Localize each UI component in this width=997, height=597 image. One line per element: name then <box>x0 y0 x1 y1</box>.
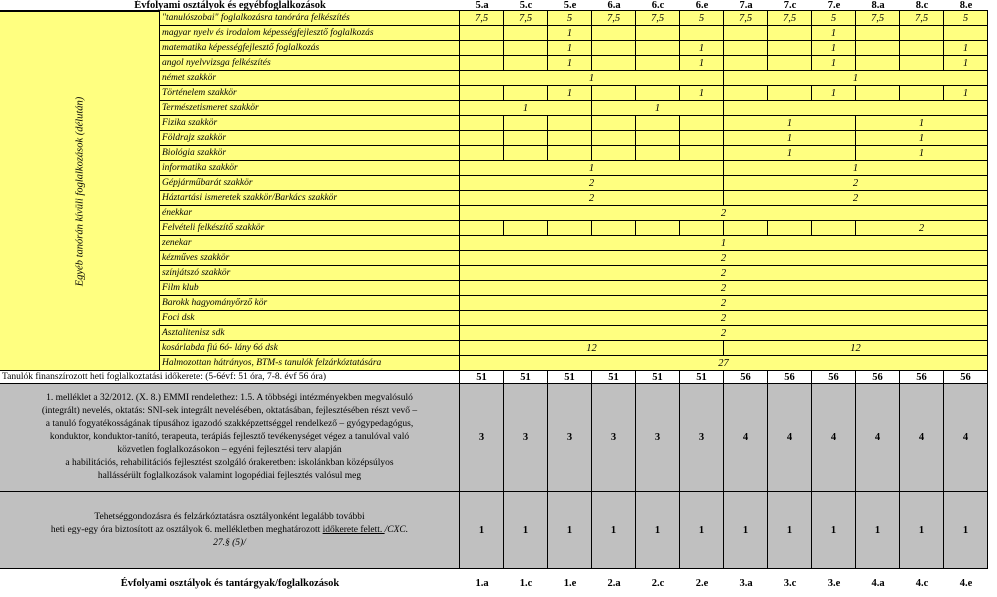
activity-label: informatika szakkör <box>160 161 460 176</box>
activity-value: 1 <box>548 86 592 101</box>
activity-value <box>724 26 768 41</box>
footer-class-3.a: 3.a <box>739 577 753 589</box>
sni-note-line: a habilitációs, rehabilitációs fejlesztést szolgáló órakeretben: iskolánkban középsúlyos <box>65 458 394 468</box>
activity-label: angol nyelvvizsga felkészítés <box>160 56 460 71</box>
sni-note-line: 1. melléklet a 32/2012. (X. 8.) EMMI rendelethez: 1.5. A többségi intézményekben megvalósuló <box>46 393 413 403</box>
activity-value <box>592 41 636 56</box>
activity-value <box>724 86 768 101</box>
sni-value: 3 <box>504 384 548 492</box>
activity-value: 7,5 <box>592 11 636 26</box>
talent-law-ref: /CXC. <box>384 524 409 535</box>
sni-value: 3 <box>548 384 592 492</box>
activity-label: Történelem szakkör <box>160 86 460 101</box>
activity-value <box>636 26 680 41</box>
activity-value: 1 <box>548 56 592 71</box>
activity-value <box>768 221 812 236</box>
sni-value: 4 <box>856 384 900 492</box>
activity-value <box>856 86 900 101</box>
activity-value <box>768 86 812 101</box>
talent-value: 1 <box>636 492 680 569</box>
activity-value: 2 <box>460 176 724 191</box>
activity-label: énekkar <box>160 206 460 221</box>
activity-value <box>680 116 724 131</box>
talent-underlined-text: időkerete felett. <box>322 524 385 535</box>
activity-value <box>592 146 636 161</box>
talent-value: 1 <box>680 492 724 569</box>
activity-value <box>724 101 988 116</box>
activity-label: színjátszó szakkör <box>160 266 460 281</box>
sni-value: 4 <box>812 384 856 492</box>
talent-value: 1 <box>724 492 768 569</box>
footer-class-4.c: 4.c <box>915 577 929 589</box>
header-class-7.a: 7.a <box>724 0 768 11</box>
activity-label: Felvételi felkészítő szakkör <box>160 221 460 236</box>
talent-note-line: 27.§ (5)/ <box>213 537 246 548</box>
activity-value <box>548 146 592 161</box>
sni-value: 4 <box>724 384 768 492</box>
activity-label: "tanulószobai" foglalkozásra tanórára felkészítés <box>160 11 460 26</box>
activity-value: 1 <box>812 26 856 41</box>
activity-value: 2 <box>460 206 988 221</box>
activity-value <box>768 56 812 71</box>
activity-value <box>768 41 812 56</box>
activity-value: 1 <box>460 161 724 176</box>
activity-value <box>460 221 504 236</box>
sni-note-text <box>42 392 417 483</box>
activity-value <box>548 131 592 146</box>
activity-value: 1 <box>812 56 856 71</box>
activity-value <box>636 56 680 71</box>
activity-value: 1 <box>856 146 988 161</box>
activity-value: 2 <box>856 221 988 236</box>
activity-value <box>592 131 636 146</box>
activity-value <box>636 41 680 56</box>
activity-value: 1 <box>856 116 988 131</box>
activity-value <box>900 26 944 41</box>
framework-value: 51 <box>592 371 636 384</box>
header-class-6.c: 6.c <box>636 0 680 11</box>
activity-value: 1 <box>680 56 724 71</box>
activity-label: német szakkör <box>160 71 460 86</box>
activity-label: kézműves szakkör <box>160 251 460 266</box>
sni-value: 4 <box>768 384 812 492</box>
activity-value <box>592 116 636 131</box>
framework-label: Tanulók finanszírozott heti foglalkoztatási időkerete: (5-6évf: 51 óra, 7-8. évf 56 óra) <box>0 371 460 384</box>
footer-class-1.c: 1.c <box>519 577 533 589</box>
footer-class-4.e: 4.e <box>959 577 973 589</box>
activity-value: 12 <box>724 341 988 356</box>
framework-value: 56 <box>856 371 900 384</box>
activity-value <box>504 131 548 146</box>
activity-value: 1 <box>812 41 856 56</box>
talent-note <box>0 492 460 569</box>
activity-value: 1 <box>724 71 988 86</box>
activity-value: 7,5 <box>636 11 680 26</box>
talent-note-text <box>51 511 408 550</box>
footer-class-3.c: 3.c <box>783 577 797 589</box>
activity-label: Háztartási ismeretek szakkör/Barkács szakkör <box>160 191 460 206</box>
activity-value <box>548 221 592 236</box>
footer-class-2.e: 2.e <box>695 577 709 589</box>
activity-value: 1 <box>680 86 724 101</box>
activity-value <box>680 131 724 146</box>
framework-value: 51 <box>680 371 724 384</box>
activity-value: 2 <box>460 311 988 326</box>
activity-value: 1 <box>548 41 592 56</box>
activity-label: kosárlabda fiú 6ó- lány 6ó dsk <box>160 341 460 356</box>
sni-value: 3 <box>636 384 680 492</box>
talent-value: 1 <box>768 492 812 569</box>
activity-value: 1 <box>724 161 988 176</box>
framework-value: 51 <box>460 371 504 384</box>
activity-value: 7,5 <box>504 11 548 26</box>
talent-value: 1 <box>504 492 548 569</box>
header-class-7.c: 7.c <box>768 0 812 11</box>
header-class-8.a: 8.a <box>856 0 900 11</box>
header-class-5.e: 5.e <box>548 0 592 11</box>
activity-value: 27 <box>460 356 988 371</box>
activity-label: Fizika szakkör <box>160 116 460 131</box>
activity-value <box>504 116 548 131</box>
footer-class-3.e: 3.e <box>827 577 841 589</box>
footer-class-1.a: 1.a <box>475 577 489 589</box>
activity-value <box>504 41 548 56</box>
activity-value: 1 <box>592 101 724 116</box>
activity-value: 5 <box>548 11 592 26</box>
activity-value <box>680 221 724 236</box>
framework-value: 56 <box>768 371 812 384</box>
activity-value <box>460 116 504 131</box>
header-class-5.a: 5.a <box>460 0 504 11</box>
activity-value: 2 <box>460 266 988 281</box>
activity-value <box>592 56 636 71</box>
footer-class-4.a: 4.a <box>871 577 885 589</box>
activity-value: 1 <box>460 101 592 116</box>
activity-value <box>460 56 504 71</box>
sni-value: 3 <box>680 384 724 492</box>
activity-value <box>548 116 592 131</box>
sni-note-line: konduktor, konduktor-tanító, terapeuta, terápiás fejlesztő tevékenységet végez a tanulóval való <box>49 432 410 442</box>
side-label-text: Egyéb tanórán kívüli foglalkozások (délután) <box>74 96 86 286</box>
activity-label: matematika képességfejlesztő foglalkozás <box>160 41 460 56</box>
activity-value: 7,5 <box>856 11 900 26</box>
activity-value: 1 <box>944 56 988 71</box>
activity-value: 1 <box>856 131 988 146</box>
activity-label: Gépjárműbarát szakkör <box>160 176 460 191</box>
sni-value: 4 <box>944 384 988 492</box>
activity-value: 12 <box>460 341 724 356</box>
header-class-7.e: 7.e <box>812 0 856 11</box>
activity-value <box>768 26 812 41</box>
framework-value: 56 <box>944 371 988 384</box>
sni-value: 4 <box>900 384 944 492</box>
header-title: Évfolyami osztályok és egyébfoglalkozások <box>0 0 460 11</box>
activity-value <box>636 116 680 131</box>
activity-label: zenekar <box>160 236 460 251</box>
activity-value <box>460 131 504 146</box>
header-class-5.c: 5.c <box>504 0 548 11</box>
activity-value: 7,5 <box>724 11 768 26</box>
activity-value <box>856 26 900 41</box>
activity-value: 5 <box>944 11 988 26</box>
activity-value <box>504 146 548 161</box>
activity-value: 1 <box>944 86 988 101</box>
activity-value: 7,5 <box>768 11 812 26</box>
activity-value: 1 <box>460 71 724 86</box>
activity-label: Asztalitenisz sdk <box>160 326 460 341</box>
sni-note-line: közvetlen foglalkozásokon – egyéni fejlesztési terv alapján <box>117 445 342 455</box>
activity-value: 1 <box>724 116 856 131</box>
activity-value: 1 <box>724 146 856 161</box>
footer-class-2.c: 2.c <box>651 577 665 589</box>
activity-value <box>460 41 504 56</box>
activity-value: 2 <box>460 281 988 296</box>
activity-value: 1 <box>548 26 592 41</box>
activity-value <box>592 221 636 236</box>
activity-label: magyar nyelv és irodalom képességfejlesztő foglalkozás <box>160 26 460 41</box>
activity-value <box>856 56 900 71</box>
activity-value: 1 <box>944 41 988 56</box>
activity-value: 2 <box>460 251 988 266</box>
header-class-8.e: 8.e <box>944 0 988 11</box>
activity-value: 1 <box>460 236 988 251</box>
activity-value: 7,5 <box>900 11 944 26</box>
sni-note-line: (integrált) nevelés, oktatás: SNI-sek integrált nevelésében, oktatásában, fejlesztésében részt vevő – <box>41 406 418 416</box>
sni-note <box>0 384 460 492</box>
activity-value: 2 <box>460 191 724 206</box>
activity-label: Film klub <box>160 281 460 296</box>
activity-value: 1 <box>812 86 856 101</box>
activity-value <box>592 26 636 41</box>
activity-value: 2 <box>724 191 988 206</box>
talent-value: 1 <box>944 492 988 569</box>
activity-value: 5 <box>680 11 724 26</box>
activity-value <box>636 221 680 236</box>
talent-value: 1 <box>592 492 636 569</box>
activity-value <box>812 221 856 236</box>
footer-title: Évfolyami osztályok és tantárgyak/foglalkozások <box>120 577 340 589</box>
activity-value <box>680 146 724 161</box>
framework-value: 51 <box>636 371 680 384</box>
activity-value <box>504 86 548 101</box>
activity-value <box>636 86 680 101</box>
activity-value <box>504 56 548 71</box>
activity-value <box>900 56 944 71</box>
activity-value <box>636 146 680 161</box>
header-class-8.c: 8.c <box>900 0 944 11</box>
activity-value: 1 <box>724 131 856 146</box>
activity-value <box>900 41 944 56</box>
talent-value: 1 <box>548 492 592 569</box>
header-class-6.a: 6.a <box>592 0 636 11</box>
talent-value: 1 <box>812 492 856 569</box>
sni-note-line: hallássérült foglalkozások valamint logopédiai fejlesztés valósul meg <box>97 471 362 481</box>
activity-value <box>724 41 768 56</box>
talent-note-line: Tehetséggondozásra és felzárkóztatásra osztályonként legalább további <box>94 511 365 522</box>
activity-value: 2 <box>460 296 988 311</box>
activity-label: Természetismeret szakkör <box>160 101 460 116</box>
activity-label: Földrajz szakkör <box>160 131 460 146</box>
activity-value <box>460 26 504 41</box>
activity-value: 2 <box>724 176 988 191</box>
activity-value <box>680 26 724 41</box>
activity-value <box>724 56 768 71</box>
activity-value <box>900 86 944 101</box>
activity-label: Biológia szakkör <box>160 146 460 161</box>
sni-value: 3 <box>460 384 504 492</box>
activity-value: 7,5 <box>460 11 504 26</box>
activity-value <box>636 131 680 146</box>
activity-value <box>944 26 988 41</box>
activity-label: Barokk hagyományőrző kör <box>160 296 460 311</box>
header-class-6.e: 6.e <box>680 0 724 11</box>
activity-value <box>504 221 548 236</box>
side-label <box>0 11 160 371</box>
talent-value: 1 <box>460 492 504 569</box>
activity-value <box>504 26 548 41</box>
framework-value: 56 <box>724 371 768 384</box>
sni-note-line: a tanuló fogyatékosságának típusához igazodó szakképzettséggel rendelkező – gyógypedagógus, <box>45 419 414 429</box>
activity-value <box>460 146 504 161</box>
footer-class-1.e: 1.e <box>563 577 577 589</box>
framework-value: 51 <box>504 371 548 384</box>
talent-value: 1 <box>900 492 944 569</box>
talent-text-part: heti egy-egy óra biztosított az osztályok 6. mellékletben meghatározott <box>50 524 323 535</box>
framework-value: 56 <box>812 371 856 384</box>
framework-value: 51 <box>548 371 592 384</box>
activity-value: 5 <box>812 11 856 26</box>
talent-note-line <box>51 524 408 537</box>
activity-value: 1 <box>680 41 724 56</box>
framework-value: 56 <box>900 371 944 384</box>
activity-value <box>724 221 768 236</box>
activity-label: Foci dsk <box>160 311 460 326</box>
footer-class-2.a: 2.a <box>607 577 621 589</box>
talent-value: 1 <box>856 492 900 569</box>
activity-value <box>460 86 504 101</box>
sni-value: 3 <box>592 384 636 492</box>
activity-value <box>592 86 636 101</box>
activity-value <box>856 41 900 56</box>
activity-label: Halmozottan hátrányos, BTM-s tanulók felzárkóztatására <box>160 356 460 371</box>
activity-value: 2 <box>460 326 988 341</box>
